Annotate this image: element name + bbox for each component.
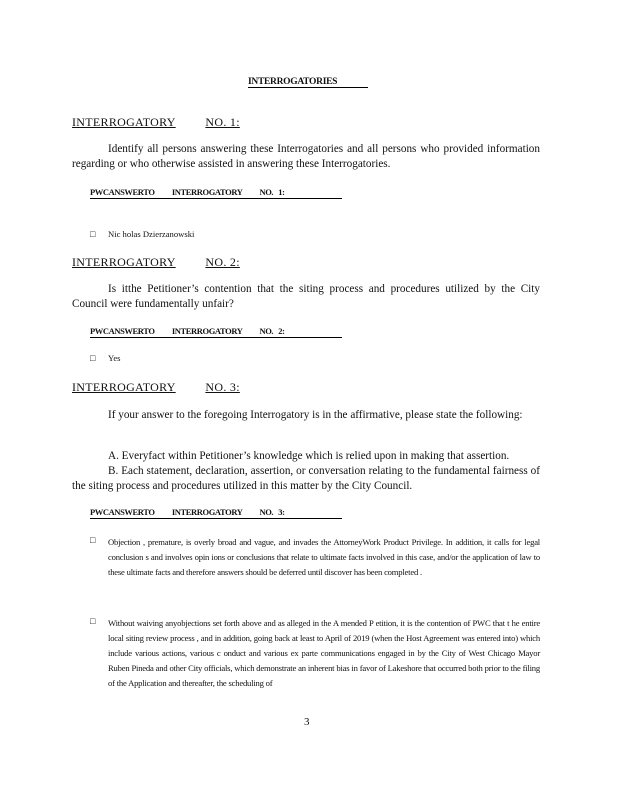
interrogatory-number: NO. 1: (205, 115, 240, 129)
bullet-icon: □ (90, 535, 96, 545)
bullet-icon: □ (90, 229, 96, 239)
answer-3-underline (90, 518, 342, 519)
interrogatory-number: NO. 2: (205, 255, 240, 269)
interrogatory-2-heading (72, 255, 240, 270)
answer-2-underline (90, 337, 342, 338)
answer-3-contention: Without waiving anyobjections set forth above and as alleged in the A mended P etition, it is the contention of PWC that t he entire local siting review process , and in addition, going back at least to April of 2019 (when the Host Agreement was entered into) which include various actions, various c onduct and various ex parte communications engaged in by the City of West Chicago Mayor Ruben Pineda and other City officials, which demonstrate an inherent bias in favor of Lakeshore that occurred both prior to the filing of the Application and thereafter, the scheduling of (108, 618, 540, 688)
interrogatory-3-sub-b: B. Each statement, declaration, assertion, or conversation relating to the fundamental fairness of the siting process and procedures utilized in this matter by the City Council. (72, 465, 540, 492)
title-underline (248, 87, 368, 88)
interrogatory-3-sub-a: A. Everyfact within Petitioner’s knowledge which is relied upon in making that assertion. (108, 450, 510, 462)
bullet-icon: □ (90, 616, 96, 626)
interrogatory-1-heading (72, 115, 240, 130)
answer-1-header: PWCANSWERTO INTERROGATORY NO. 1: (90, 187, 285, 197)
answer-3-objection: Objection , premature, is overly broad and vague, and invades the AttorneyWork Product Privilege. In addition, it calls for legal conclusion s and involves opin ions or conclusions that relate to ultimate facts involved in this case, and/or the application of law to these ultimate facts and therefore answers should be deferred until discover has been completed . (108, 537, 540, 577)
interrogatory-label: INTERROGATORY (72, 380, 176, 394)
interrogatory-2-text: Is itthe Petitioner’s contention that the siting process and procedures utilized by the City Council were fundamentally unfair? (72, 283, 540, 310)
interrogatory-label: INTERROGATORY (72, 115, 176, 129)
answer-2-text: Yes (108, 353, 121, 363)
answer-2-header: PWCANSWERTO INTERROGATORY NO. 2: (90, 326, 285, 336)
page-title: INTERROGATORIES (248, 77, 338, 87)
page-number: 3 (304, 716, 310, 728)
interrogatory-number: NO. 3: (205, 380, 240, 394)
answer-1-text: Nic holas Dzierzanowski (108, 229, 195, 239)
interrogatory-3-heading (72, 380, 240, 395)
interrogatory-label: INTERROGATORY (72, 255, 176, 269)
bullet-icon: □ (90, 353, 96, 363)
interrogatory-3-text: If your answer to the foregoing Interrogatory is in the affirmative, please state the following: (108, 409, 523, 421)
answer-3-header: PWCANSWERTO INTERROGATORY NO. 3: (90, 507, 285, 517)
answer-1-underline (90, 198, 342, 199)
interrogatory-1-text: Identify all persons answering these Interrogatories and all persons who provided information regarding or who otherwise assisted in answering these Interrogatories. (72, 143, 540, 170)
